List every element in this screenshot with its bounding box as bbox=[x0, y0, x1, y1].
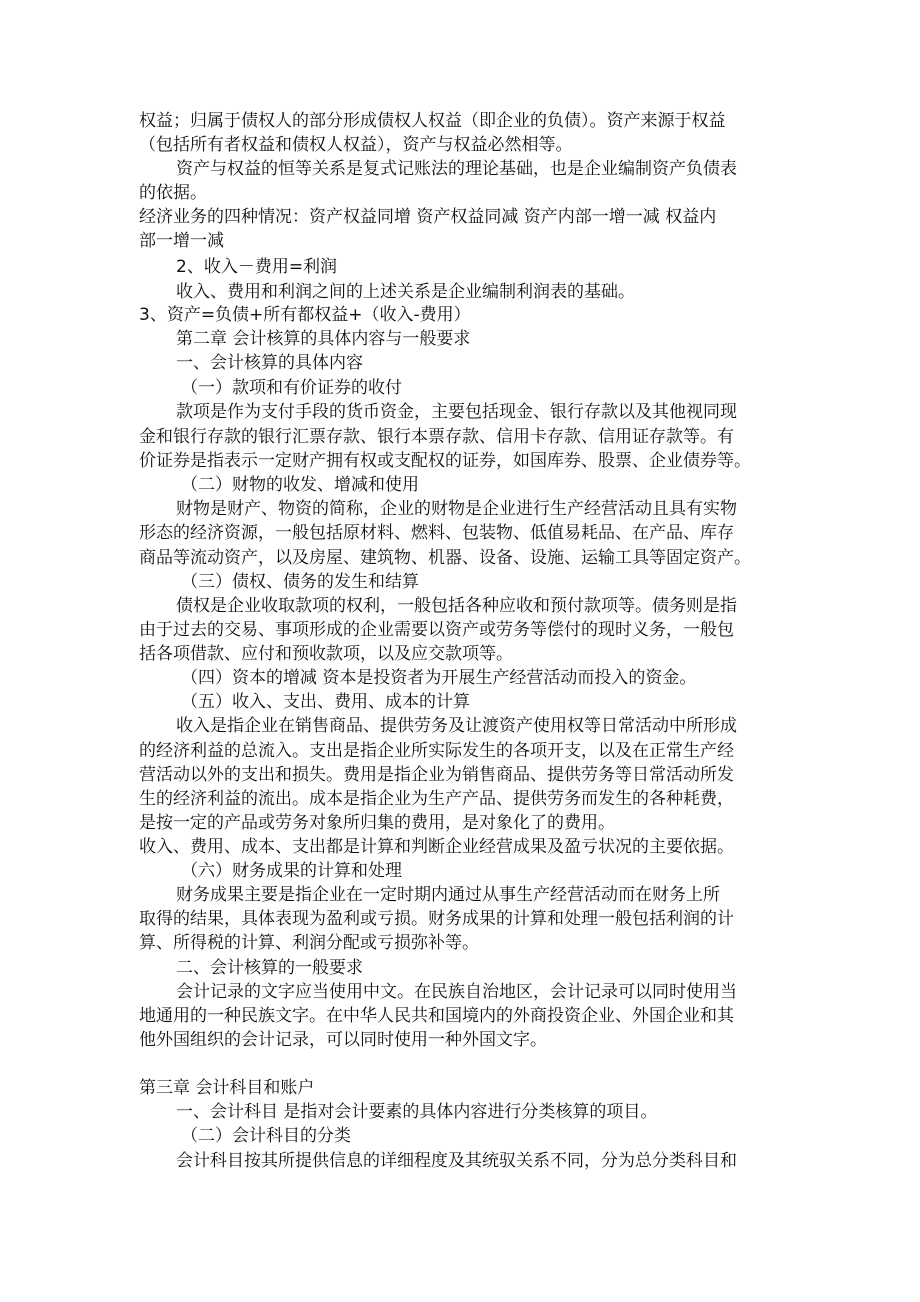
text-line: 形态的经济资源，一般包括原材料、燃料、包装物、低值易耗品、在产品、库存 bbox=[139, 523, 734, 543]
text-line: 收入、费用和利润之间的上述关系是企业编制利润表的基础。 bbox=[176, 282, 635, 302]
subsection-heading: （三）债权、债务的发生和结算 bbox=[181, 572, 419, 592]
text-line: 是按一定的产品或劳务对象所归集的费用，是对象化了的费用。 bbox=[139, 813, 615, 833]
text-line: （包括所有者权益和债权人权益），资产与权益必然相等。 bbox=[139, 135, 573, 155]
section-heading: 一、会计核算的具体内容 bbox=[176, 353, 363, 373]
text-line: 收入、费用、成本、支出都是计算和判断企业经营成果及盈亏状况的主要依据。 bbox=[139, 837, 734, 857]
text-line: 的经济利益的总流入。支出是指企业所实际发生的各项开支，以及在正常生产经 bbox=[139, 741, 734, 761]
section-heading: 二、会计核算的一般要求 bbox=[176, 958, 363, 978]
text-line: 权益；归属于债权人的部分形成债权人权益（即企业的负债）。资产来源于权益 bbox=[139, 111, 726, 131]
text-line: 括各项借款、应付和预收款项，以及应交款项等。 bbox=[139, 644, 513, 664]
text-line: 部一增一减 bbox=[139, 231, 224, 251]
text-line: 资产与权益的恒等关系是复式记账法的理论基础，也是企业编制资产负债表 bbox=[176, 159, 737, 179]
text-line: 款项是作为支付手段的货币资金，主要包括现金、银行存款以及其他视同现 bbox=[176, 402, 737, 422]
section-heading: 一、会计科目 是指对会计要素的具体内容进行分类核算的项目。 bbox=[176, 1102, 658, 1122]
text-line: 取得的结果，具体表现为盈利或亏损。财务成果的计算和处理一般包括利润的计 bbox=[139, 909, 734, 929]
text-line: 地通用的一种民族文字。在中华人民共和国境内的外商投资企业、外国企业和其 bbox=[139, 1006, 734, 1026]
text-line: 财物是财产、物资的简称，企业的财物是企业进行生产经营活动且具有实物 bbox=[176, 499, 737, 519]
text-line: 商品等流动资产，以及房屋、建筑物、机器、设备、设施、运输工具等固定资产。 bbox=[139, 548, 751, 568]
text-line: 经济业务的四种情况：资产权益同增 资产权益同减 资产内部一增一减 权益内 bbox=[139, 207, 717, 227]
text-line: 价证券是指表示一定财产拥有权或支配权的证券，如国库券、股票、企业债券等。 bbox=[139, 451, 751, 471]
chapter-heading: 第三章 会计科目和账户 bbox=[139, 1078, 315, 1098]
text-line: 会计记录的文字应当使用中文。在民族自治地区，会计记录可以同时使用当 bbox=[176, 982, 737, 1002]
text-line: 营活动以外的支出和损失。费用是指企业为销售商品、提供劳务等日常活动所发 bbox=[139, 765, 734, 785]
text-line: 2、收入－费用=利润 bbox=[176, 257, 338, 277]
text-line: 他外国组织的会计记录，可以同时使用一种外国文字。 bbox=[139, 1030, 547, 1050]
text-line: 的依据。 bbox=[139, 183, 207, 203]
text-line: 债权是企业收取款项的权利，一般包括各种应收和预付款项等。债务则是指 bbox=[176, 596, 737, 616]
text-line: 3、资产=负债+所有都权益+（收入-费用） bbox=[139, 305, 471, 325]
subsection-heading: （二）财物的收发、增减和使用 bbox=[181, 475, 419, 495]
text-line: 金和银行存款的银行汇票存款、银行本票存款、信用卡存款、信用证存款等。有 bbox=[139, 427, 734, 447]
chapter-heading: 第二章 会计核算的具体内容与一般要求 bbox=[176, 329, 471, 349]
text-line: 收入是指企业在销售商品、提供劳务及让渡资产使用权等日常活动中所形成 bbox=[176, 716, 737, 736]
text-line: 由于过去的交易、事项形成的企业需要以资产或劳务等偿付的现时义务，一般包 bbox=[139, 620, 734, 640]
text-line: 会计科目按其所提供信息的详细程度及其统驭关系不同，分为总分类科目和 bbox=[176, 1151, 737, 1171]
text-line: 生的经济利益的流出。成本是指企业为生产产品、提供劳务而发生的各种耗费， bbox=[139, 789, 734, 809]
subsection-heading: （一）款项和有价证券的收付 bbox=[181, 378, 402, 398]
text-line: 财务成果主要是指企业在一定时期内通过从事生产经营活动而在财务上所 bbox=[176, 885, 720, 905]
text-line: 算、所得税的计算、利润分配或亏损弥补等。 bbox=[139, 933, 479, 953]
subsection-heading: （五）收入、支出、费用、成本的计算 bbox=[181, 692, 470, 712]
subsection-heading: （四）资本的增减 资本是投资者为开展生产经营活动而投入的资金。 bbox=[181, 668, 697, 688]
subsection-heading: （六）财务成果的计算和处理 bbox=[181, 861, 402, 881]
subsection-heading: （二）会计科目的分类 bbox=[181, 1126, 351, 1146]
